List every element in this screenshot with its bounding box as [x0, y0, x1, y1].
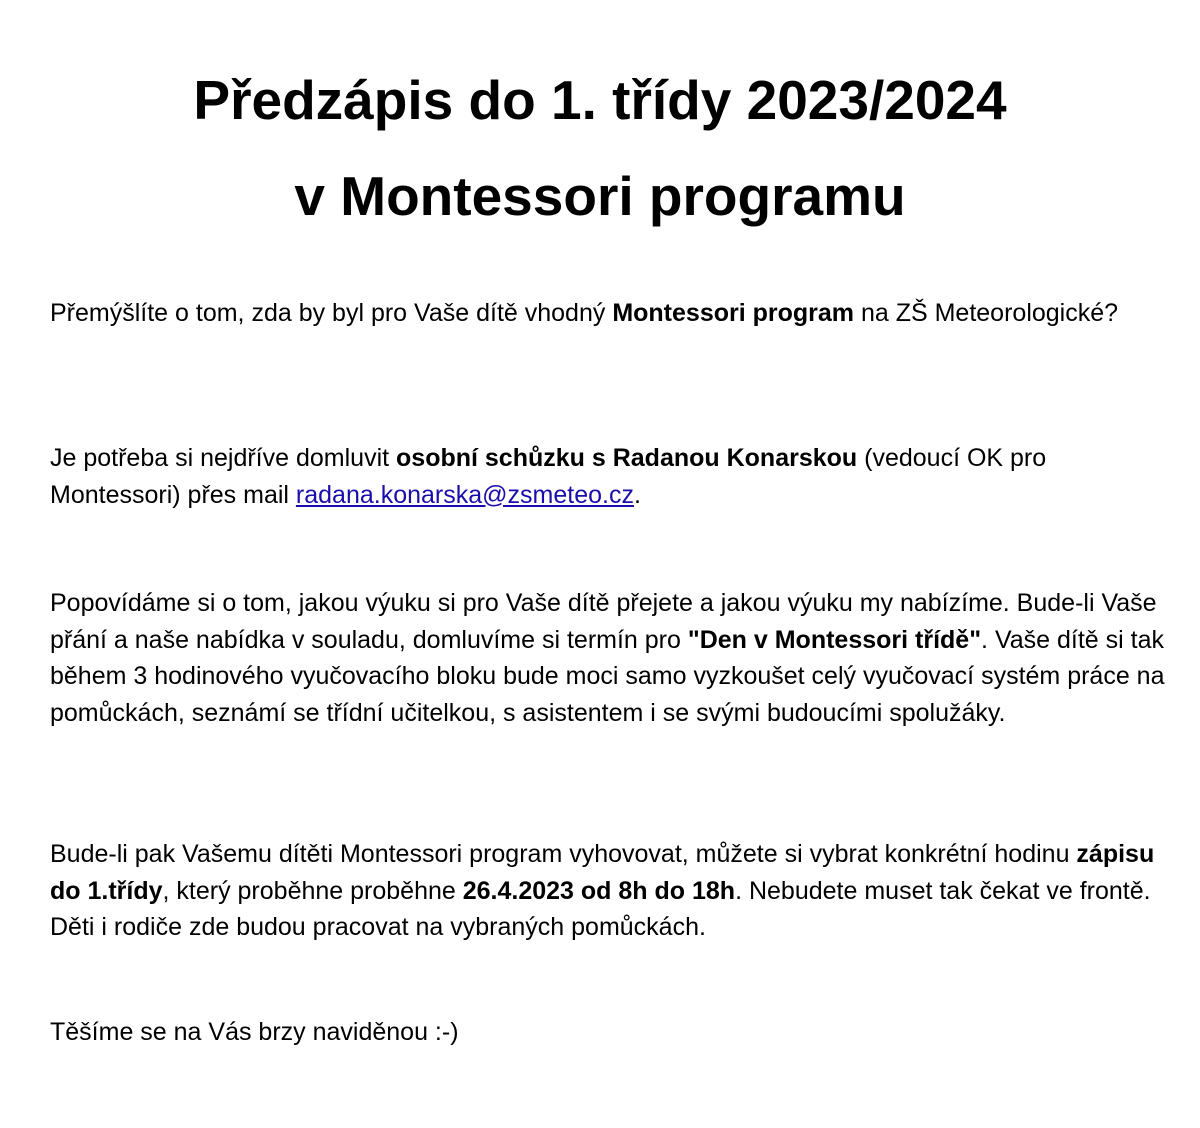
- intro-text-1: Přemýšlíte o tom, zda by byl pro Vaše dítě vhodný: [50, 299, 613, 327]
- meeting-text-2: (vedoucí OK pro Montessori) přes mail: [50, 444, 1047, 509]
- enrollment-text-3: . Nebudete muset tak čekat ve frontě. Děti i rodiče zde budou pracovat na vybraných pomůckách.: [50, 876, 1151, 941]
- meeting-bold-personal-meeting: osobní schůzku s Radanou Konarskou: [396, 444, 858, 472]
- intro-paragraph: [50, 295, 1175, 332]
- trial-day-paragraph: [50, 585, 1175, 731]
- trial-day-text-2: . Vaše dítě si tak během 3 hodinového vyučovacího bloku bude moci samo vyzkoušet celý vyučovací systém práce na pomůckách, seznámí se třídní učitelkou, s asistentem i se svými budoucími spolužáky.: [50, 625, 1165, 727]
- trial-day-text-1: Popovídáme si o tom, jakou výuku si pro Vaše dítě přejete a jakou výuku my nabízíme. Bude-li Vaše přání a naše nabídka v souladu, domluvíme si termín pro: [50, 589, 1157, 654]
- meeting-text-3: .: [633, 480, 641, 509]
- enrollment-bold-enrollment: zápisu do 1.třídy: [50, 840, 1155, 905]
- title-line-1: Předzápis do 1. třídy 2023/2024: [193, 69, 1007, 131]
- trial-day-bold-day-in-class: "Den v Montessori třídě": [687, 625, 982, 654]
- page-title: [0, 52, 1200, 244]
- enrollment-text-1: Bude-li pak Vašemu dítěti Montessori program vyhovovat, můžete si vybrat konkrétní hodinu: [50, 840, 1077, 868]
- enrollment-bold-date-time: 26.4.2023 od 8h do 18h: [462, 876, 736, 905]
- intro-text-2: na ZŠ Meteorologické?: [854, 299, 1119, 327]
- closing-paragraph: [50, 1014, 1175, 1051]
- closing-text: Těšíme se na Vás brzy naviděnou :-): [50, 1018, 459, 1046]
- meeting-text-1: Je potřeba si nejdříve domluvit: [50, 444, 397, 472]
- intro-bold-montessori-program: Montessori program: [612, 299, 855, 327]
- enrollment-text-2: , který proběhne proběhne: [162, 876, 463, 905]
- meeting-paragraph: [50, 440, 1175, 513]
- enrollment-paragraph: [50, 836, 1175, 946]
- title-line-2: v Montessori programu: [294, 165, 906, 227]
- email-link[interactable]: radana.konarska@zsmeteo.cz: [295, 480, 634, 509]
